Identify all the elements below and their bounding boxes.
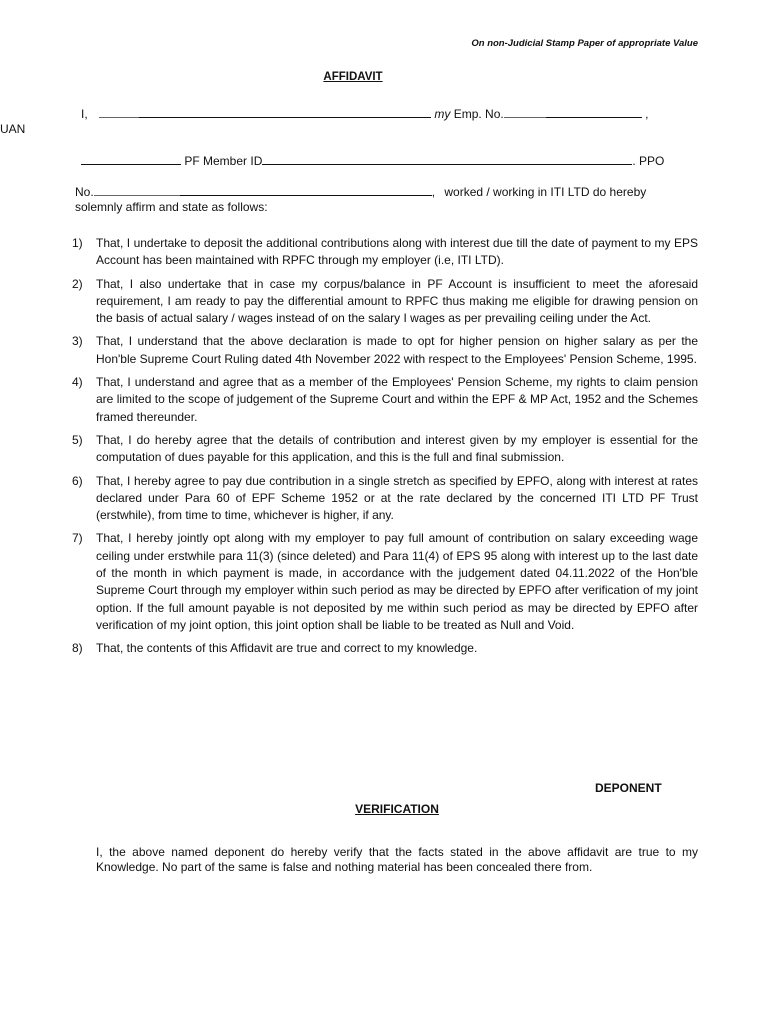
i-label: I,	[81, 107, 88, 121]
clause-text: That, I hereby jointly opt along with my employer to pay full amount of contribution on salary exceeding wage ceiling under erstwhile para 11(3) (since deleted) and Para 11(4) of EPS 95 along with interest up to the last date of the month in which payment is made, in accordance with the judgement dated 04.11.2022 of the Hon'ble Supreme Court through my employer within such period as may be directed by EPFO after verification of my joint option. If the full amount payable is not deposited by me within such period as may be directed by EPFO after verification of my joint option, this joint option shall be liable to be treated as Null and Void.	[96, 531, 698, 632]
uan-label: UAN	[0, 122, 26, 136]
clause-number: 7)	[72, 531, 83, 546]
name-blank-short	[99, 106, 139, 118]
uan-field[interactable]	[81, 153, 181, 165]
working-text: worked / working in ITI LTD do hereby	[444, 185, 647, 199]
ppo-field[interactable]	[180, 184, 432, 196]
ppo-label: . PPO	[632, 154, 665, 168]
list-item	[72, 530, 698, 634]
clause-number: 2)	[72, 276, 83, 291]
clause-number: 1)	[72, 236, 83, 250]
deponent-label: DEPONENT	[595, 781, 662, 795]
verification-text: I, the above named deponent do hereby verify that the facts stated in the above affidavit are true to my Knowledge. No part of the same is false and nothing material has been concealed there from.	[96, 845, 698, 874]
clause-number: 3)	[72, 334, 83, 349]
row1-comma: ,	[645, 107, 649, 121]
document-title: AFFIDAVIT	[323, 71, 383, 83]
name-blank-field[interactable]	[139, 106, 431, 118]
row3-comma: ,	[431, 185, 436, 199]
pf-member-id-field[interactable]	[262, 153, 632, 165]
pf-member-line	[81, 153, 697, 168]
list-item	[72, 276, 698, 328]
clause-text: That, I understand that the above declaration is made to opt for higher pension on higher salary as per the Hon'ble Supreme Court Ruling dated 4th November 2022 with respect to the Employees' Pension Scheme, 1995.	[96, 334, 698, 366]
clause-number: 4)	[72, 375, 83, 390]
name-line	[81, 106, 648, 121]
pf-member-id-label: PF Member ID	[184, 154, 263, 168]
my-label: my	[434, 107, 451, 121]
clause-text: That, the contents of this Affidavit are true and correct to my knowledge.	[96, 641, 478, 656]
clause-number: 8)	[72, 641, 83, 656]
list-item	[72, 333, 698, 368]
emp-no-blank-short	[504, 106, 546, 118]
clause-text: That, I do hereby agree that the details of contribution and interest given by my employer is essential for the computation of dues payable for this application, and this is the full and final submission.	[96, 432, 698, 465]
list-item	[72, 473, 698, 525]
emp-no-field[interactable]	[546, 106, 642, 118]
affirm-text: solemnly affirm and state as follows:	[75, 200, 268, 214]
clause-number: 5)	[72, 432, 83, 447]
list-item	[72, 432, 698, 467]
list-item	[72, 640, 698, 657]
clause-number: 6)	[72, 473, 83, 488]
clause-text: That, I undertake to deposit the additional contributions along with interest due till the date of payment to my EPS Account has been maintained with RPFC through my employer (i.e, ITI LTD).	[96, 236, 698, 268]
verification-title: VERIFICATION	[355, 802, 439, 816]
no-label: No.	[75, 185, 94, 199]
ppo-line	[75, 184, 697, 199]
clause-text: That, I also undertake that in case my corpus/balance in PF Account is insufficient to meet the aforesaid requirement, I am ready to pay the differential amount to RPFC thus making me eligible for drawing pension on the basis of actual salary / wages instead of on the salary I wages as per prevailing ceiling under the Act.	[96, 276, 698, 326]
emp-no-label: Emp. No.	[453, 107, 504, 121]
ppo-blank-short	[94, 184, 180, 196]
clause-text: That, I understand and agree that as a member of the Employees' Pension Scheme, my rights to claim pension are limited to the scope of judgement of the Supreme Court and within the EPF & MP Act, 1952 and the Schemes framed thereunder.	[96, 375, 698, 424]
list-item	[72, 235, 698, 270]
clause-text: That, I hereby agree to pay due contribution in a single stretch as specified by EPFO, along with interest at rates declared under Para 60 of EPF Scheme 1952 or at the rate declared by the concerned ITI LTD PF Trust (erstwhile), from time to time, whichever is higher, if any.	[96, 473, 698, 523]
clause-list	[72, 235, 698, 664]
stamp-paper-note: On non-Judicial Stamp Paper of appropriate Value	[471, 38, 698, 49]
list-item	[72, 374, 698, 426]
